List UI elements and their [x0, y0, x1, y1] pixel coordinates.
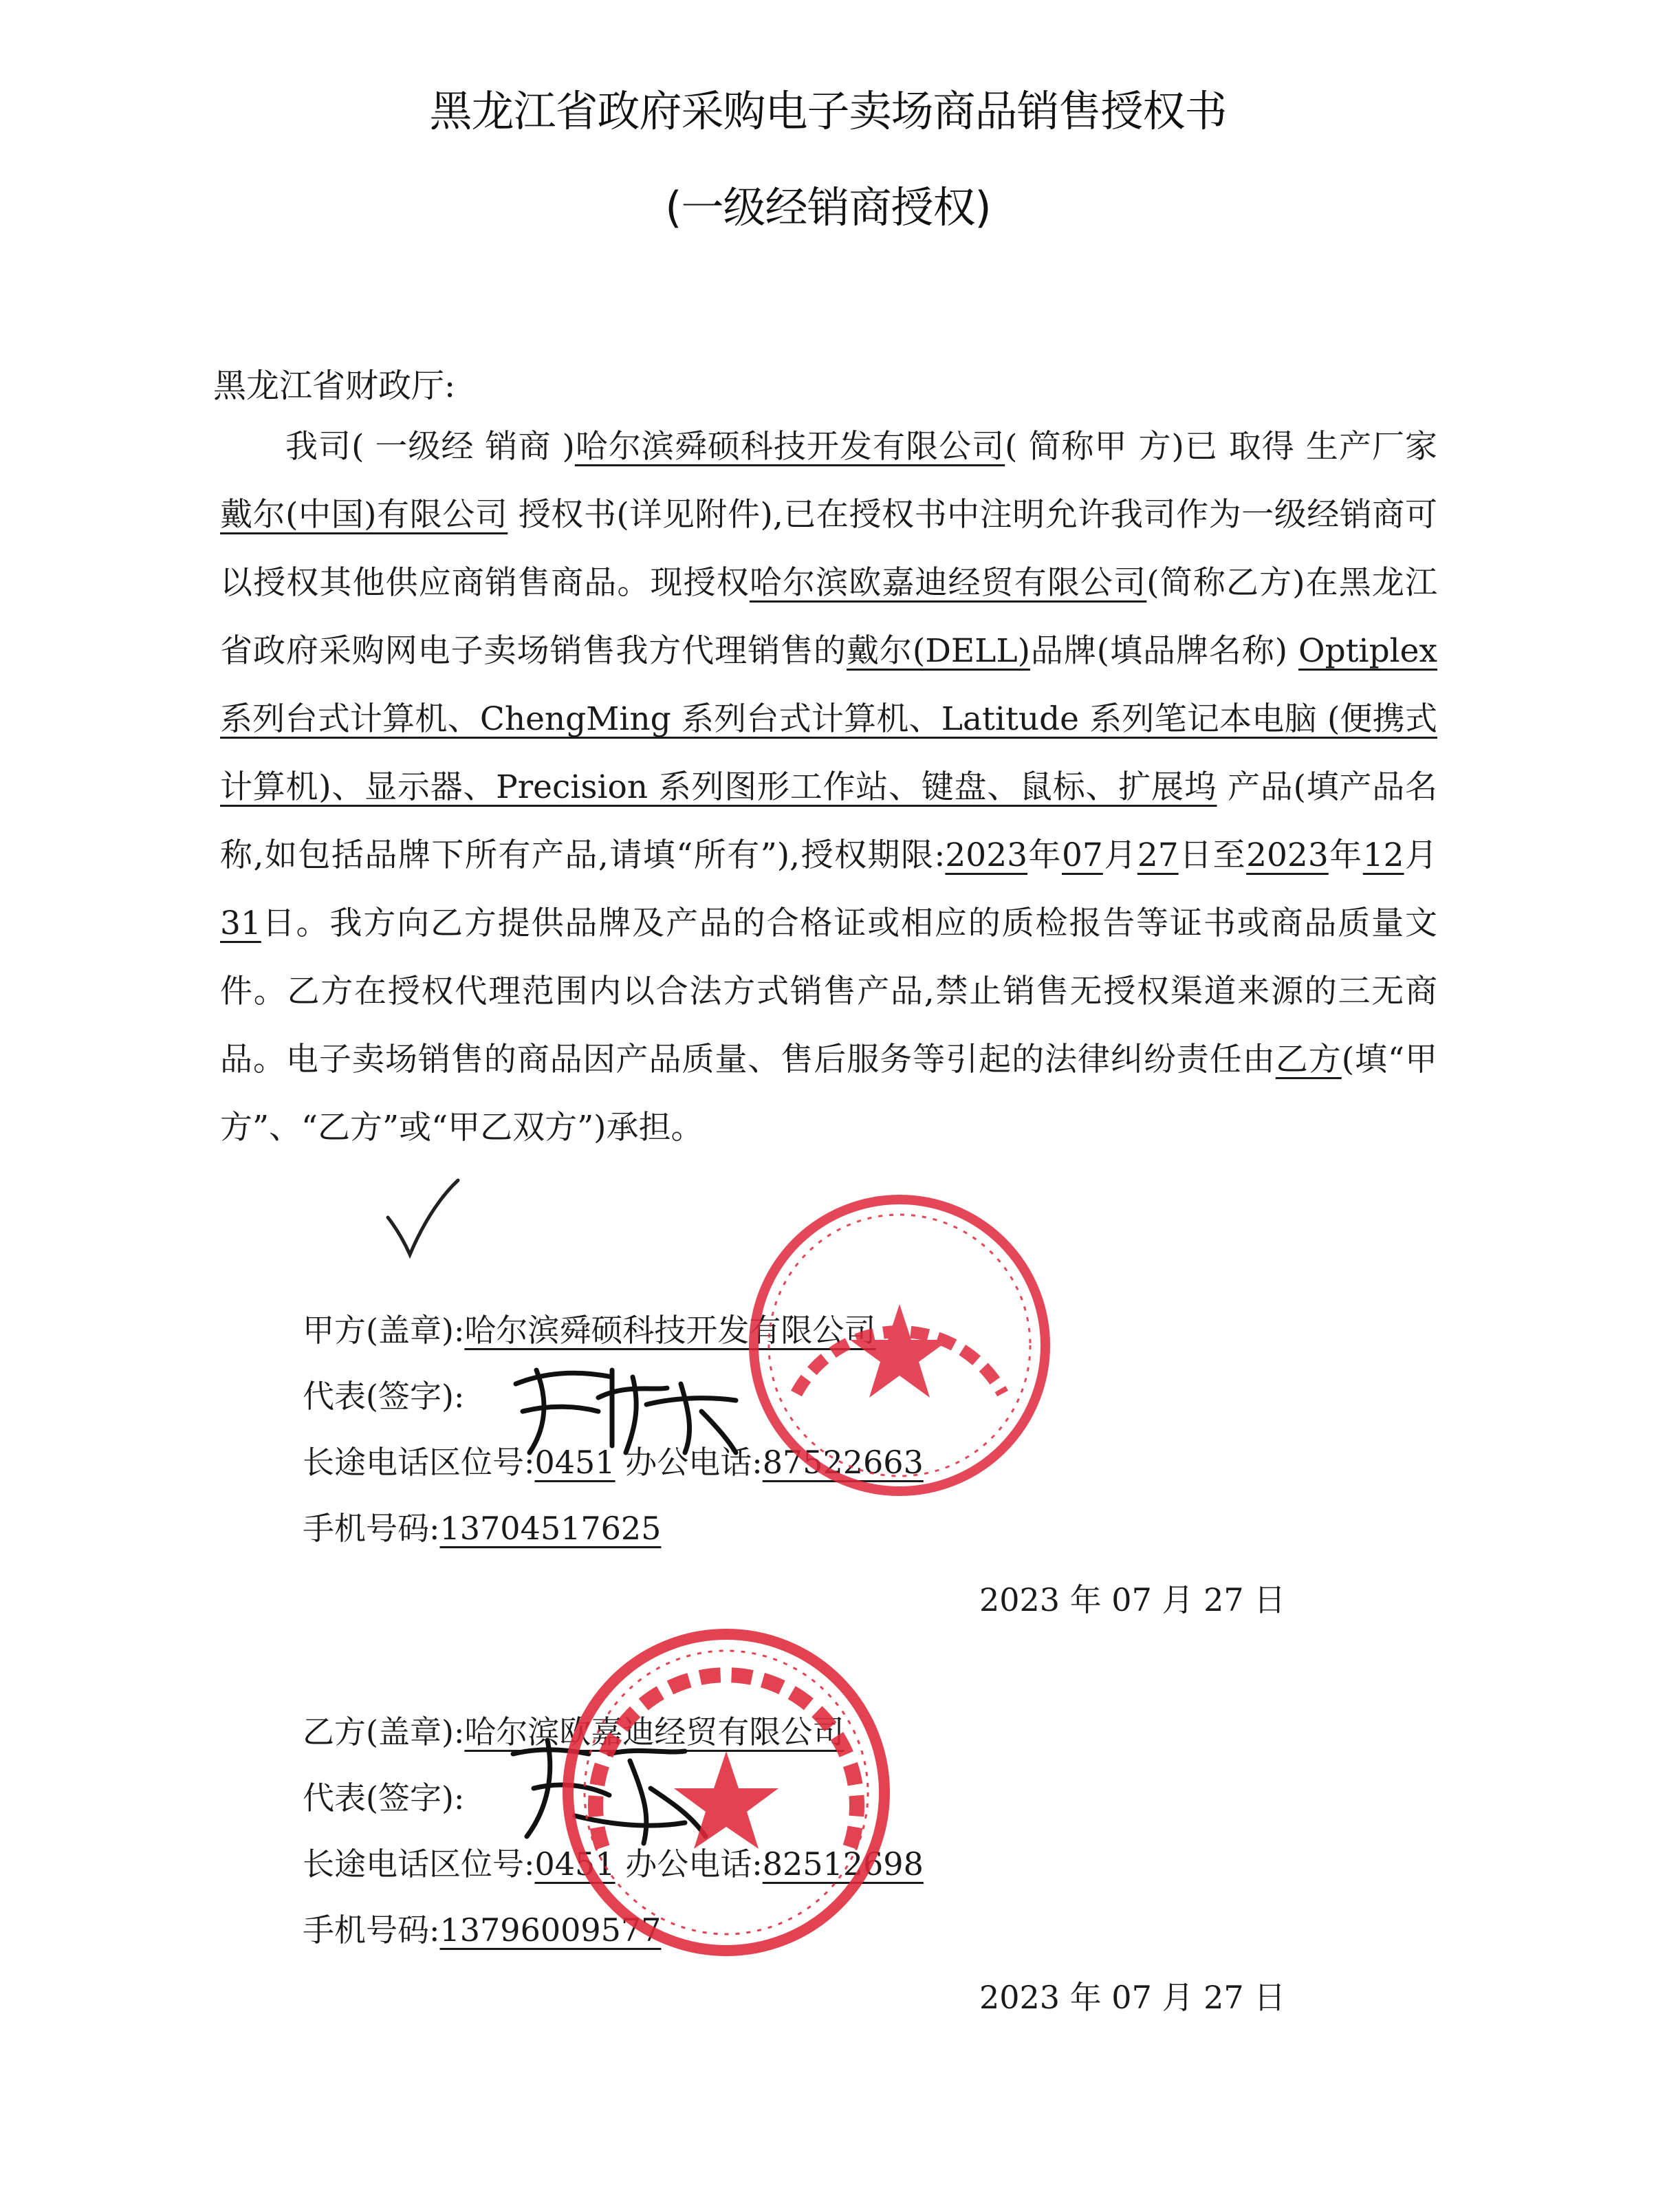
reseller-name: 哈尔滨欧嘉迪经贸有限公司 [749, 564, 1147, 602]
party-b-area-code: 0451 [534, 1845, 615, 1883]
body-text: (填“甲方”、“乙方”或“甲乙双方”)承担。 [220, 1041, 1438, 1147]
end-day: 31 [220, 904, 261, 942]
body-text: 月 [1404, 836, 1438, 874]
party-a-date: 2023 年 07 月 27 日 [979, 1581, 1286, 1618]
party-b-mobile-label: 手机号码: [303, 1911, 440, 1949]
document-subtitle: (一级经销商授权) [665, 182, 991, 232]
party-a-office-phone: 87522663 [762, 1444, 924, 1481]
body-text: 年 [1328, 836, 1363, 874]
party-a-seal-icon [741, 1187, 1058, 1504]
body-text: 授权书(详见附件),已在授权书中注明允许我司作为一级经销商可以授权其他供应商销售商品。现授权 [220, 496, 1437, 602]
authorization-body [220, 413, 1437, 1162]
distributor-name: 哈尔滨舜硕科技开发有限公司 [574, 428, 1005, 466]
party-b-office-phone: 82512698 [762, 1845, 924, 1883]
party-a-mobile-row [303, 1495, 924, 1561]
party-b-mobile: 13796009577 [439, 1911, 662, 1949]
body-text: ( 简称甲 方)已 取得 生产厂家 [1005, 428, 1438, 466]
party-a-rep-label: 代表(签字): [303, 1378, 465, 1415]
party-a-seal-label: 甲方(盖章): [303, 1312, 465, 1349]
responsible-party: 乙方 [1275, 1041, 1342, 1078]
party-b-date: 2023 年 07 月 27 日 [979, 1979, 1286, 2016]
body-text: 日至 [1178, 836, 1247, 874]
party-b-seal-icon [554, 1620, 898, 1964]
party-a-area-code: 0451 [534, 1444, 615, 1481]
document-title: 黑龙江省政府采购电子卖场商品销售授权书 [429, 86, 1227, 136]
party-b-seal-label: 乙方(盖章): [303, 1713, 465, 1750]
party-a-signature-icon [509, 1356, 743, 1460]
party-a-mobile: 13704517625 [439, 1510, 662, 1547]
product-list: Optiplex系列台式计算机、ChengMing 系列台式计算机、Latitude 系列笔记本电脑 (便携式计算机)、显示器、Precision 系列图形工作站、键盘、鼠标、扩展坞 [220, 632, 1438, 806]
end-year: 2023 [1246, 836, 1329, 874]
check-mark-icon [385, 1176, 461, 1259]
brand-name: 戴尔(DELL) [846, 632, 1030, 670]
party-b-company: 哈尔滨欧嘉迪经贸有限公司 [464, 1713, 845, 1750]
body-text: (简称乙方)在黑龙江省政府采购网电子卖场销售我方代理销售的 [220, 564, 1438, 670]
body-text: 产品(填产品名称,如包括品牌下所有产品,请填“所有”),授权期限: [220, 768, 1437, 874]
party-b-rep-label: 代表(签字): [303, 1779, 465, 1817]
party-a-area-label: 长途电话区位号: [303, 1444, 535, 1481]
party-a-mobile-label: 手机号码: [303, 1510, 440, 1547]
body-text: 日。我方向乙方提供品牌及产品的合格证或相应的质检报告等证书或商品质量文件。乙方在授权代理范围内以合法方式销售产品,禁止销售无授权渠道来源的三无商品。电子卖场销售的商品因产品质量、售后服务等引起的法律纠纷责任由 [220, 904, 1437, 1078]
body-text: 月 [1102, 836, 1137, 874]
body-text: 品牌(填品牌名称) [1029, 632, 1299, 670]
salutation: 黑龙江省财政厅: [213, 367, 456, 405]
party-a-office-label: 办公电话: [615, 1444, 763, 1481]
start-year: 2023 [945, 836, 1028, 874]
party-b-office-label: 办公电话: [615, 1845, 763, 1883]
body-text: 年 [1027, 836, 1063, 874]
start-day: 27 [1137, 836, 1179, 874]
end-month: 12 [1362, 836, 1404, 874]
body-text: 我司( 一级经 销商 ) [285, 428, 575, 466]
manufacturer-name: 戴尔(中国)有限公司 [220, 496, 508, 534]
party-b-area-label: 长途电话区位号: [303, 1845, 535, 1883]
party-a-company: 哈尔滨舜硕科技开发有限公司 [464, 1312, 876, 1349]
start-month: 07 [1062, 836, 1103, 874]
